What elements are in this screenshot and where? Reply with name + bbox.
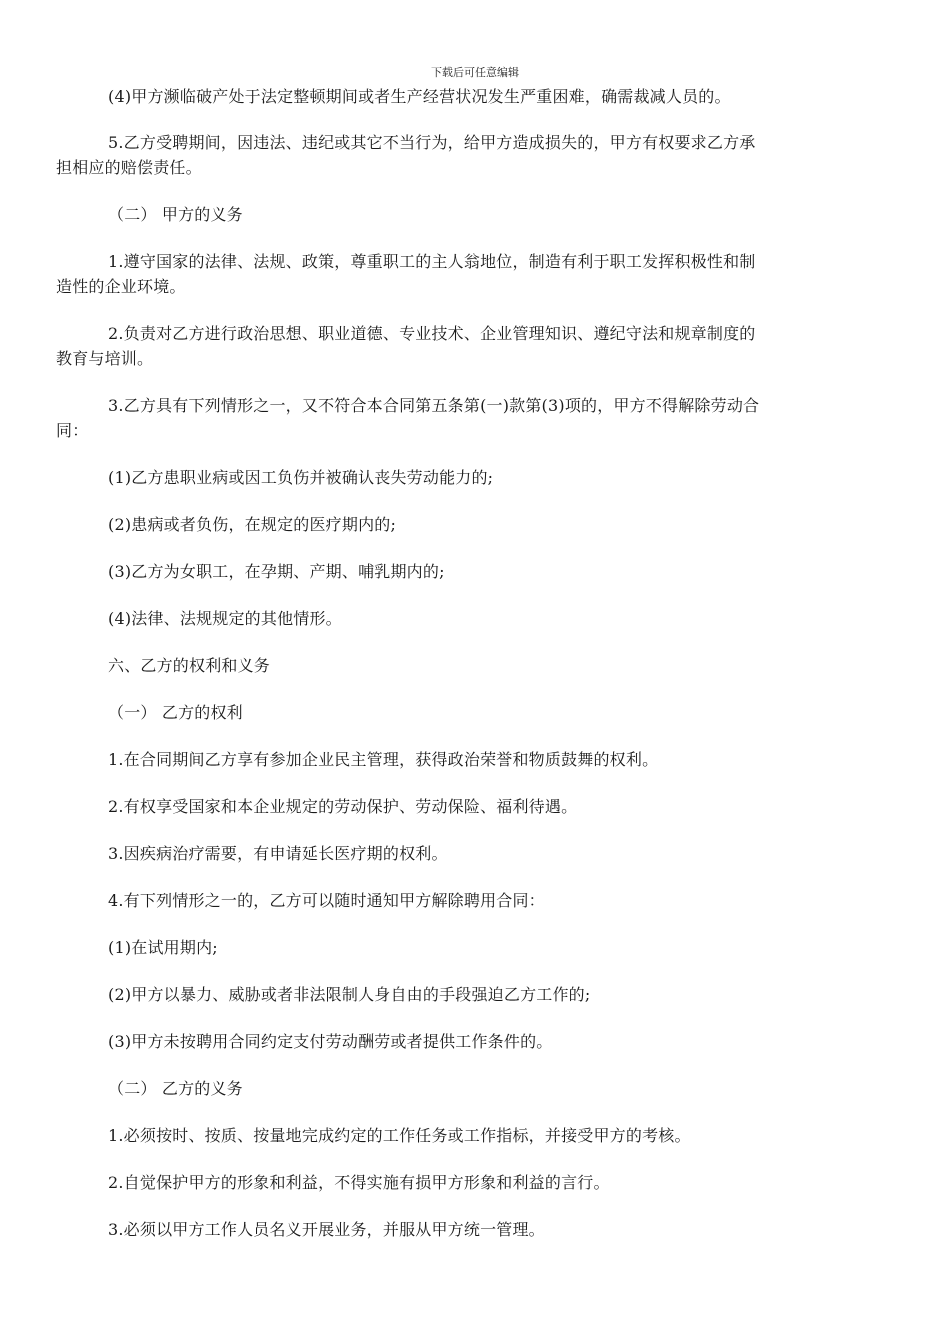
paragraph-line: (4)法律、法规规定的其他情形。 bbox=[108, 609, 342, 628]
paragraph-continuation: 造性的企业环境。 bbox=[56, 277, 186, 296]
paragraph-line: 2.负责对乙方进行政治思想、职业道德、专业技术、企业管理知识、遵纪守法和规章制度的 bbox=[108, 324, 756, 343]
paragraph-line: 2.有权享受国家和本企业规定的劳动保护、劳动保险、福利待遇。 bbox=[108, 797, 578, 816]
paragraph-line: 2.自觉保护甲方的形象和利益，不得实施有损甲方形象和利益的言行。 bbox=[108, 1173, 610, 1192]
paragraph-22 bbox=[108, 1170, 878, 1195]
paragraph-line: 3.因疾病治疗需要，有申请延长医疗期的权利。 bbox=[108, 844, 448, 863]
paragraph-16 bbox=[108, 888, 878, 913]
paragraph-6 bbox=[56, 393, 878, 443]
paragraph-continuation: 同： bbox=[56, 421, 89, 440]
list-item-4 bbox=[108, 606, 878, 631]
paragraph-21 bbox=[108, 1123, 878, 1148]
paragraph-13 bbox=[108, 747, 878, 772]
section-heading: （一） 乙方的权利 bbox=[108, 703, 243, 722]
paragraph-1 bbox=[108, 84, 878, 109]
list-item-1 bbox=[108, 465, 878, 490]
paragraph-line: 1.必须按时、按质、按量地完成约定的工作任务或工作指标，并接受甲方的考核。 bbox=[108, 1126, 691, 1145]
list-item-7 bbox=[108, 1029, 878, 1054]
paragraph-line: (1)乙方患职业病或因工负伤并被确认丧失劳动能力的; bbox=[108, 468, 494, 487]
section-heading-party-b bbox=[108, 653, 878, 678]
header-note: 下载后可任意编辑 bbox=[431, 66, 519, 79]
section-heading: 六、乙方的权利和义务 bbox=[108, 656, 271, 675]
paragraph-continuation: 教育与培训。 bbox=[56, 349, 154, 368]
paragraph-14 bbox=[108, 794, 878, 819]
paragraph-line: (1)在试用期内; bbox=[108, 938, 218, 957]
paragraph-line: (4)甲方濒临破产处于法定整顿期间或者生产经营状况发生严重困难，确需裁减人员的。 bbox=[108, 87, 731, 106]
paragraph-line: 4.有下列情形之一的，乙方可以随时通知甲方解除聘用合同： bbox=[108, 891, 545, 910]
list-item-5 bbox=[108, 935, 878, 960]
paragraph-line: 5.乙方受聘期间，因违法、违纪或其它不当行为，给甲方造成损失的，甲方有权要求乙方承 bbox=[108, 133, 756, 152]
paragraph-line: 3.乙方具有下列情形之一，又不符合本合同第五条第(一)款第(3)项的，甲方不得解除劳动合 bbox=[108, 396, 760, 415]
paragraph-line: (2)甲方以暴力、威胁或者非法限制人身自由的手段强迫乙方工作的; bbox=[108, 985, 591, 1004]
paragraph-15 bbox=[108, 841, 878, 866]
paragraph-line: (3)甲方未按聘用合同约定支付劳动酬劳或者提供工作条件的。 bbox=[108, 1032, 553, 1051]
subsection-heading-party-b-obligations bbox=[108, 1076, 878, 1101]
paragraph-line: 3.必须以甲方工作人员名义开展业务，并服从甲方统一管理。 bbox=[108, 1220, 545, 1239]
paragraph-line: 1.在合同期间乙方享有参加企业民主管理，获得政治荣誉和物质鼓舞的权利。 bbox=[108, 750, 659, 769]
paragraph-4 bbox=[56, 249, 878, 299]
list-item-6 bbox=[108, 982, 878, 1007]
paragraph-line: (2)患病或者负伤，在规定的医疗期内的; bbox=[108, 515, 397, 534]
section-heading: （二） 乙方的义务 bbox=[108, 1079, 243, 1098]
paragraph-2 bbox=[56, 130, 878, 180]
document-body bbox=[56, 84, 878, 1264]
list-item-3 bbox=[108, 559, 878, 584]
paragraph-line: 1.遵守国家的法律、法规、政策，尊重职工的主人翁地位，制造有利于职工发挥积极性和制 bbox=[108, 252, 756, 271]
subsection-heading-party-b-rights bbox=[108, 700, 878, 725]
list-item-2 bbox=[108, 512, 878, 537]
paragraph-line: (3)乙方为女职工，在孕期、产期、哺乳期内的; bbox=[108, 562, 445, 581]
section-heading: （二） 甲方的义务 bbox=[108, 205, 243, 224]
paragraph-continuation: 担相应的赔偿责任。 bbox=[56, 158, 202, 177]
section-heading-party-a-obligations bbox=[108, 202, 878, 227]
paragraph-23 bbox=[108, 1217, 878, 1242]
paragraph-5 bbox=[56, 321, 878, 371]
